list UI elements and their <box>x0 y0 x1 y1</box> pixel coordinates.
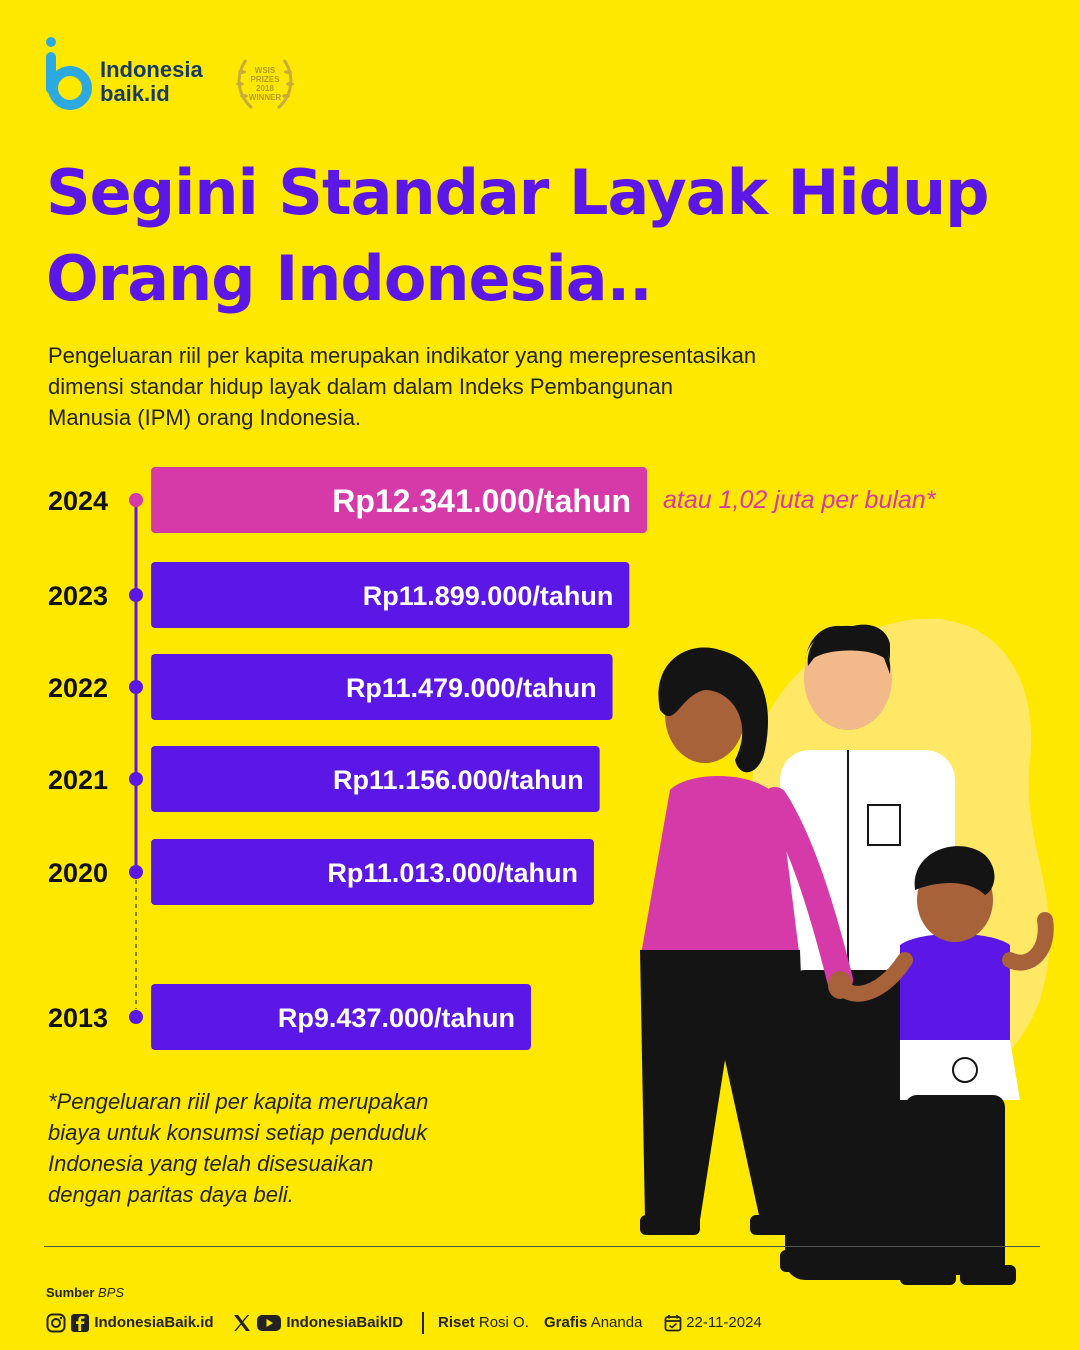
award-text <box>232 66 298 102</box>
timeline-dot <box>129 1010 143 1024</box>
intro-line: dimensi standar hidup layak dalam dalam Indeks Pembangunan <box>48 374 673 399</box>
timeline-dot <box>129 493 143 507</box>
year-label: 2020 <box>48 858 109 888</box>
footnote-line: dengan paritas daya beli. <box>48 1182 294 1207</box>
page-title <box>46 150 1046 322</box>
intro-paragraph <box>48 340 838 433</box>
expenditure-chart <box>0 450 1080 1070</box>
footer-divider <box>44 1246 1040 1247</box>
footnote-line: *Pengeluaran riil per kapita merupakan <box>48 1089 429 1114</box>
footnote <box>48 1086 488 1210</box>
grafis-name: Ananda <box>590 1314 643 1331</box>
source-label: Sumber <box>46 1285 95 1300</box>
bar-annotation: atau 1,02 juta per bulan* <box>663 486 936 514</box>
source-value: BPS <box>98 1285 125 1300</box>
logo-line1: Indonesia <box>100 57 203 82</box>
year-label: 2013 <box>48 1003 109 1033</box>
timeline-dot <box>129 772 143 786</box>
riset-label: Riset <box>438 1314 475 1331</box>
intro-line: Manusia (IPM) orang Indonesia. <box>48 405 362 430</box>
handle-indonesiabaik-id[interactable]: IndonesiaBaik.id <box>94 1314 214 1331</box>
award-line: 2018 <box>256 84 274 93</box>
brand-logo <box>44 36 304 116</box>
award-line: WINNER <box>248 93 282 102</box>
year-label: 2023 <box>48 581 109 611</box>
chart-svg <box>0 450 1080 1070</box>
youtube-icon[interactable] <box>256 1313 282 1333</box>
social-instagram-facebook[interactable] <box>46 1310 214 1336</box>
award-line: WSIS <box>254 66 276 75</box>
title-line-1: Segini Standar Layak Hidup <box>46 156 989 229</box>
bar-value-label: Rp11.899.000/tahun <box>362 581 614 611</box>
footer-separator <box>422 1312 424 1334</box>
award-line: PRIZES <box>250 75 280 84</box>
year-label: 2022 <box>48 673 109 703</box>
logo-wordmark <box>100 58 203 106</box>
grafis-label: Grafis <box>544 1314 588 1331</box>
credit-riset <box>438 1310 529 1336</box>
riset-name: Rosi O. <box>478 1314 529 1331</box>
calendar-icon <box>664 1314 682 1332</box>
social-x-youtube[interactable] <box>232 1310 403 1336</box>
timeline-dot <box>129 588 143 602</box>
title-line-2: Orang Indonesia.. <box>46 242 652 315</box>
logo-line2: baik.id <box>100 81 170 106</box>
footer-bar <box>46 1310 806 1336</box>
bar-value-label: Rp12.341.000/tahun <box>332 483 631 519</box>
wsis-award-badge <box>232 52 298 116</box>
date-text: 22-11-2024 <box>686 1314 762 1331</box>
facebook-icon[interactable] <box>70 1313 90 1333</box>
footnote-line: Indonesia yang telah disesuaikan <box>48 1151 374 1176</box>
instagram-icon[interactable] <box>46 1313 66 1333</box>
year-label: 2021 <box>48 765 109 795</box>
bar-value-label: Rp11.156.000/tahun <box>333 765 584 795</box>
indonesiabaik-logo-icon <box>44 36 92 112</box>
intro-line: Pengeluaran riil per kapita merupakan indikator yang merepresentasikan <box>48 343 757 368</box>
source-line <box>46 1285 124 1300</box>
x-icon[interactable] <box>232 1313 252 1333</box>
bar-value-label: Rp9.437.000/tahun <box>277 1003 515 1033</box>
timeline-dot <box>129 865 143 879</box>
credit-grafis <box>544 1310 642 1336</box>
handle-indonesiabaikid[interactable]: IndonesiaBaikID <box>286 1314 404 1331</box>
publish-date <box>664 1310 762 1336</box>
bar-value-label: Rp11.013.000/tahun <box>327 858 578 888</box>
year-label: 2024 <box>48 486 109 516</box>
timeline-dot <box>129 680 143 694</box>
footnote-line: biaya untuk konsumsi setiap penduduk <box>48 1120 428 1145</box>
bar-value-label: Rp11.479.000/tahun <box>345 673 597 703</box>
